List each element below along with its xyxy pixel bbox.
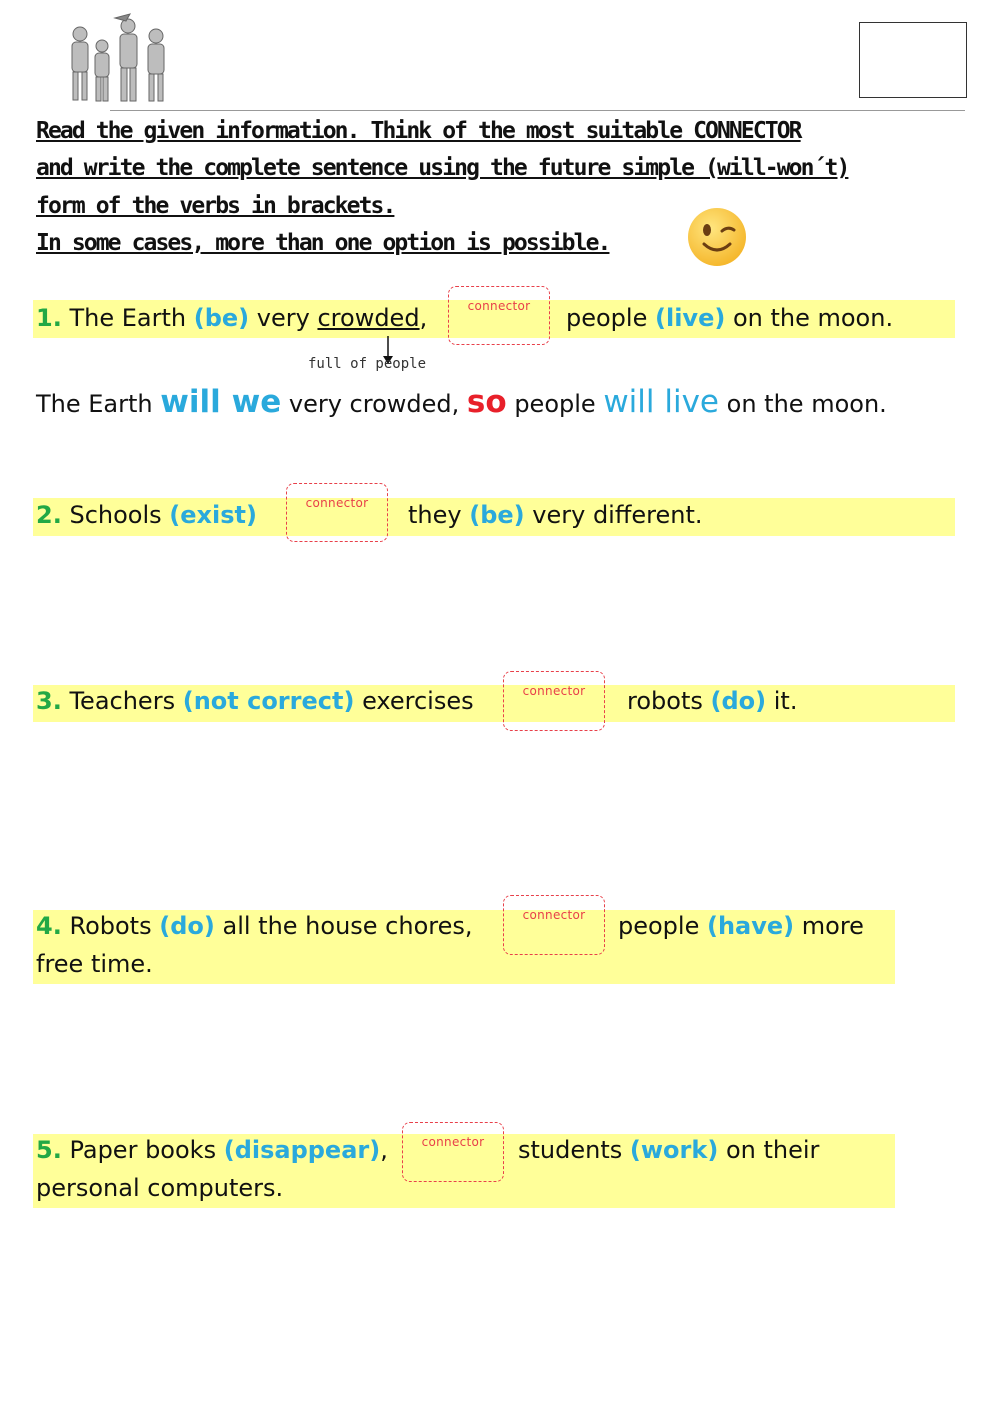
sentence-text: people (618, 912, 700, 940)
verb-prompt: (disappear) (223, 1136, 381, 1164)
answer-verb: will we (160, 384, 282, 420)
sentence-text: robots (627, 687, 703, 715)
sentence-text: very different. (532, 501, 703, 529)
answer-text: very crowded, (288, 390, 460, 418)
verb-prompt: (be) (193, 304, 250, 332)
item-4-sentence (36, 912, 473, 940)
item-2-sentence (36, 501, 257, 529)
sentence-text: exercises (362, 687, 474, 715)
sentence-text: they (408, 501, 462, 529)
verb-prompt: (live) (655, 304, 726, 332)
sentence-text: people (566, 304, 648, 332)
verb-prompt: (do) (159, 912, 215, 940)
verb-prompt: (not correct) (182, 687, 355, 715)
sentence-text: The Earth (69, 304, 187, 332)
instruction-line-4: In some cases, more than one option is possible. (36, 230, 610, 256)
answer-verb: will live (603, 384, 720, 420)
sentence-text: very (256, 304, 310, 332)
item-number: 4. (36, 912, 62, 940)
connector-box[interactable]: connector (503, 895, 605, 955)
connector-box[interactable]: connector (402, 1122, 504, 1182)
verb-prompt: (have) (707, 912, 795, 940)
connector-box[interactable]: connector (286, 483, 388, 542)
item-3-sentence-end (627, 687, 797, 715)
answer-connector: so (466, 384, 507, 420)
sentence-text: , (380, 1136, 388, 1164)
group-of-people-clipart (60, 12, 180, 107)
score-box (859, 22, 967, 98)
winking-face-emoji (686, 206, 748, 268)
sentence-text: Robots (69, 912, 152, 940)
item-number: 5. (36, 1136, 62, 1164)
sentence-text: on the moon. (732, 304, 894, 332)
verb-prompt: (exist) (169, 501, 257, 529)
instruction-line-3: form of the verbs in brackets. (36, 193, 395, 219)
instruction-line-1: Read the given information. Think of the most suitable CONNECTOR (36, 118, 801, 144)
item-number: 2. (36, 501, 62, 529)
sentence-text: Schools (69, 501, 162, 529)
header-divider (110, 110, 965, 111)
item-4-sentence-end (618, 912, 864, 940)
item-5-sentence-end (518, 1136, 819, 1164)
item-1-sentence (36, 304, 427, 332)
item-2-sentence-end (408, 501, 703, 529)
sentence-text: Teachers (69, 687, 176, 715)
instruction-line-2: and write the complete sentence using the future simple (will-won´t) (36, 155, 849, 181)
item-5-sentence (36, 1136, 388, 1164)
sentence-text: , (419, 304, 428, 332)
connector-box[interactable]: connector (503, 671, 605, 731)
underlined-word: crowded (317, 304, 420, 332)
sentence-text: on their (725, 1136, 820, 1164)
verb-prompt: (be) (469, 501, 525, 529)
item-1-sentence-end (566, 304, 893, 332)
verb-prompt: (work) (629, 1136, 719, 1164)
sentence-text: more (801, 912, 864, 940)
item-3-sentence (36, 687, 474, 715)
connector-box[interactable]: connector (448, 286, 550, 345)
example-answer (36, 384, 887, 420)
item-number: 3. (36, 687, 62, 715)
sentence-text: all the house chores, (222, 912, 473, 940)
sentence-text: it. (773, 687, 798, 715)
sentence-text: Paper books (69, 1136, 217, 1164)
item-4-sentence-line-2: free time. (36, 950, 153, 978)
item-number: 1. (36, 304, 62, 332)
vocabulary-note: full of people (308, 356, 427, 372)
answer-text: The Earth (36, 390, 153, 418)
answer-text: on the moon. (726, 390, 887, 418)
verb-prompt: (do) (710, 687, 767, 715)
item-5-sentence-line-2: personal computers. (36, 1174, 284, 1202)
answer-text: people (514, 390, 596, 418)
sentence-text: students (518, 1136, 623, 1164)
